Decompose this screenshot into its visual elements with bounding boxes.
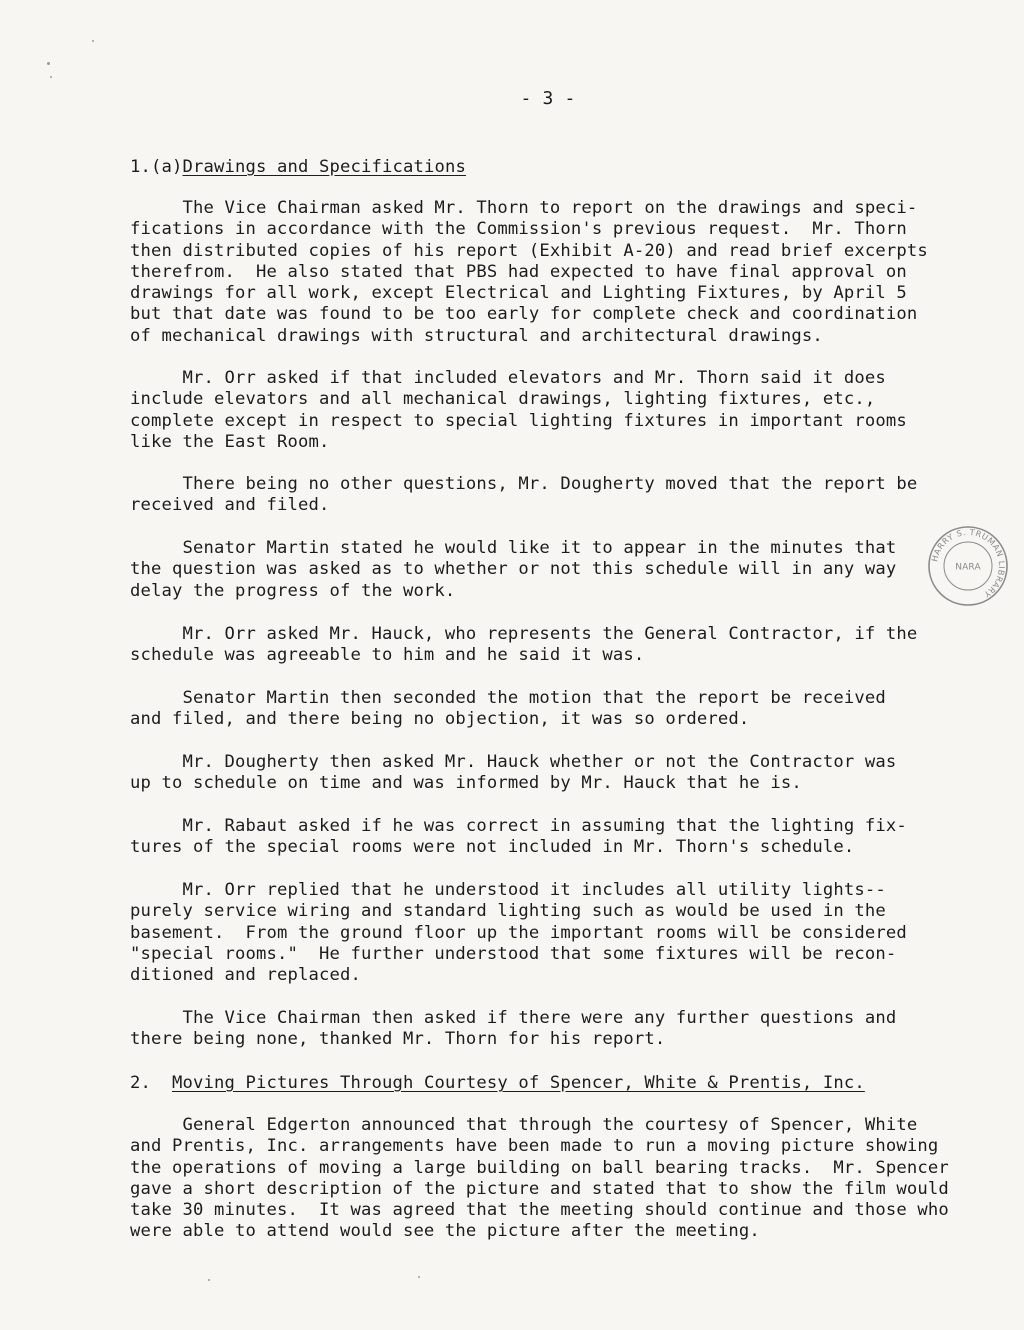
- section-number: 2.: [130, 1073, 172, 1093]
- paragraph-vice-chairman-thanks: [130, 1008, 960, 1051]
- text-line: complete except in respect to special lighting fixtures in important rooms: [130, 410, 907, 431]
- text-line: the operations of moving a large building on ball bearing tracks. Mr. Spencer: [130, 1157, 949, 1178]
- paragraph-martin-minutes: [130, 538, 960, 602]
- text-line: like the East Room.: [130, 431, 330, 452]
- text-line: take 30 minutes. It was agreed that the meeting should continue and those who: [130, 1200, 949, 1221]
- text-line: Senator Martin then seconded the motion that the report be received: [130, 688, 886, 708]
- library-stamp-icon: [926, 524, 1010, 608]
- page-number: - 3 -: [520, 88, 576, 109]
- paragraph-orr-elevators: [130, 368, 960, 453]
- text-line: were able to attend would see the picture after the meeting.: [130, 1221, 760, 1242]
- text-line: fications in accordance with the Commission's previous request. Mr. Thorn: [130, 219, 907, 240]
- paragraph-dougherty-moved: [130, 474, 960, 517]
- section-title: Moving Pictures Through Courtesy of Spencer, White & Prentis, Inc.: [172, 1073, 865, 1093]
- text-line: Mr. Orr asked Mr. Hauck, who represents the General Contractor, if the: [130, 624, 918, 644]
- text-line: purely service wiring and standard lighting such as would be used in the: [130, 901, 886, 922]
- text-line: basement. From the ground floor up the important rooms will be considered: [130, 922, 907, 943]
- scan-speck: [47, 62, 50, 65]
- text-line: and filed, and there being no objection, it was so ordered.: [130, 709, 750, 730]
- text-line: the question was asked as to whether or not this schedule will in any way: [130, 559, 897, 580]
- scan-speck: [92, 40, 94, 42]
- paragraph-rabaut-lighting: [130, 816, 960, 859]
- text-line: Senator Martin stated he would like it to appear in the minutes that: [130, 538, 897, 558]
- text-line: Mr. Orr asked if that included elevators and Mr. Thorn said it does: [130, 368, 886, 388]
- section-heading-moving-pictures: [130, 1073, 865, 1094]
- paragraph-edgerton-film: [130, 1115, 960, 1243]
- scan-speck: [418, 1276, 420, 1278]
- text-line: but that date was found to be too early for complete check and coordination: [130, 304, 918, 325]
- text-line: There being no other questions, Mr. Dougherty moved that the report be: [130, 474, 918, 494]
- section-heading-drawings: [130, 157, 466, 178]
- text-line: then distributed copies of his report (Exhibit A-20) and read brief excerpts: [130, 240, 928, 261]
- text-line: "special rooms." He further understood that some fixtures will be recon-: [130, 943, 897, 964]
- section-title: Drawings and Specifications: [182, 157, 466, 177]
- text-line: ditioned and replaced.: [130, 965, 361, 986]
- text-line: tures of the special rooms were not included in Mr. Thorn's schedule.: [130, 837, 855, 858]
- text-line: up to schedule on time and was informed by Mr. Hauck that he is.: [130, 773, 802, 794]
- scan-speck: [50, 76, 52, 78]
- text-line: drawings for all work, except Electrical and Lighting Fixtures, by April 5: [130, 283, 907, 304]
- paragraph-orr-hauck: [130, 624, 960, 667]
- text-line: gave a short description of the picture and stated that to show the film would: [130, 1178, 949, 1199]
- text-line: The Vice Chairman then asked if there were any further questions and: [130, 1008, 897, 1028]
- text-line: and Prentis, Inc. arrangements have been made to run a moving picture showing: [130, 1136, 939, 1157]
- stamp-center-text: NARA: [955, 562, 981, 573]
- text-line: Mr. Rabaut asked if he was correct in assuming that the lighting fix-: [130, 816, 907, 836]
- text-line: General Edgerton announced that through the courtesy of Spencer, White: [130, 1115, 918, 1135]
- text-line: there being none, thanked Mr. Thorn for his report.: [130, 1029, 666, 1050]
- paragraph-thorn-report: [130, 198, 960, 347]
- paragraph-martin-seconded: [130, 688, 960, 731]
- text-line: delay the progress of the work.: [130, 580, 456, 601]
- text-line: include elevators and all mechanical drawings, lighting fixtures, etc.,: [130, 389, 876, 410]
- text-line: received and filed.: [130, 495, 330, 516]
- text-line: The Vice Chairman asked Mr. Thorn to report on the drawings and speci-: [130, 198, 918, 218]
- paragraph-dougherty-schedule: [130, 752, 960, 795]
- text-line: therefrom. He also stated that PBS had expected to have final approval on: [130, 261, 907, 282]
- stamp-ring-text: HARRY S. TRUMAN LIBRARY: [929, 526, 1008, 600]
- text-line: schedule was agreeable to him and he said it was.: [130, 645, 645, 666]
- text-line: Mr. Dougherty then asked Mr. Hauck whether or not the Contractor was: [130, 752, 897, 772]
- text-line: of mechanical drawings with structural and architectural drawings.: [130, 325, 823, 346]
- scan-speck: [208, 1279, 210, 1281]
- paragraph-orr-utility-lights: [130, 880, 960, 986]
- text-line: Mr. Orr replied that he understood it includes all utility lights--: [130, 880, 886, 900]
- section-number: 1.(a): [130, 157, 183, 177]
